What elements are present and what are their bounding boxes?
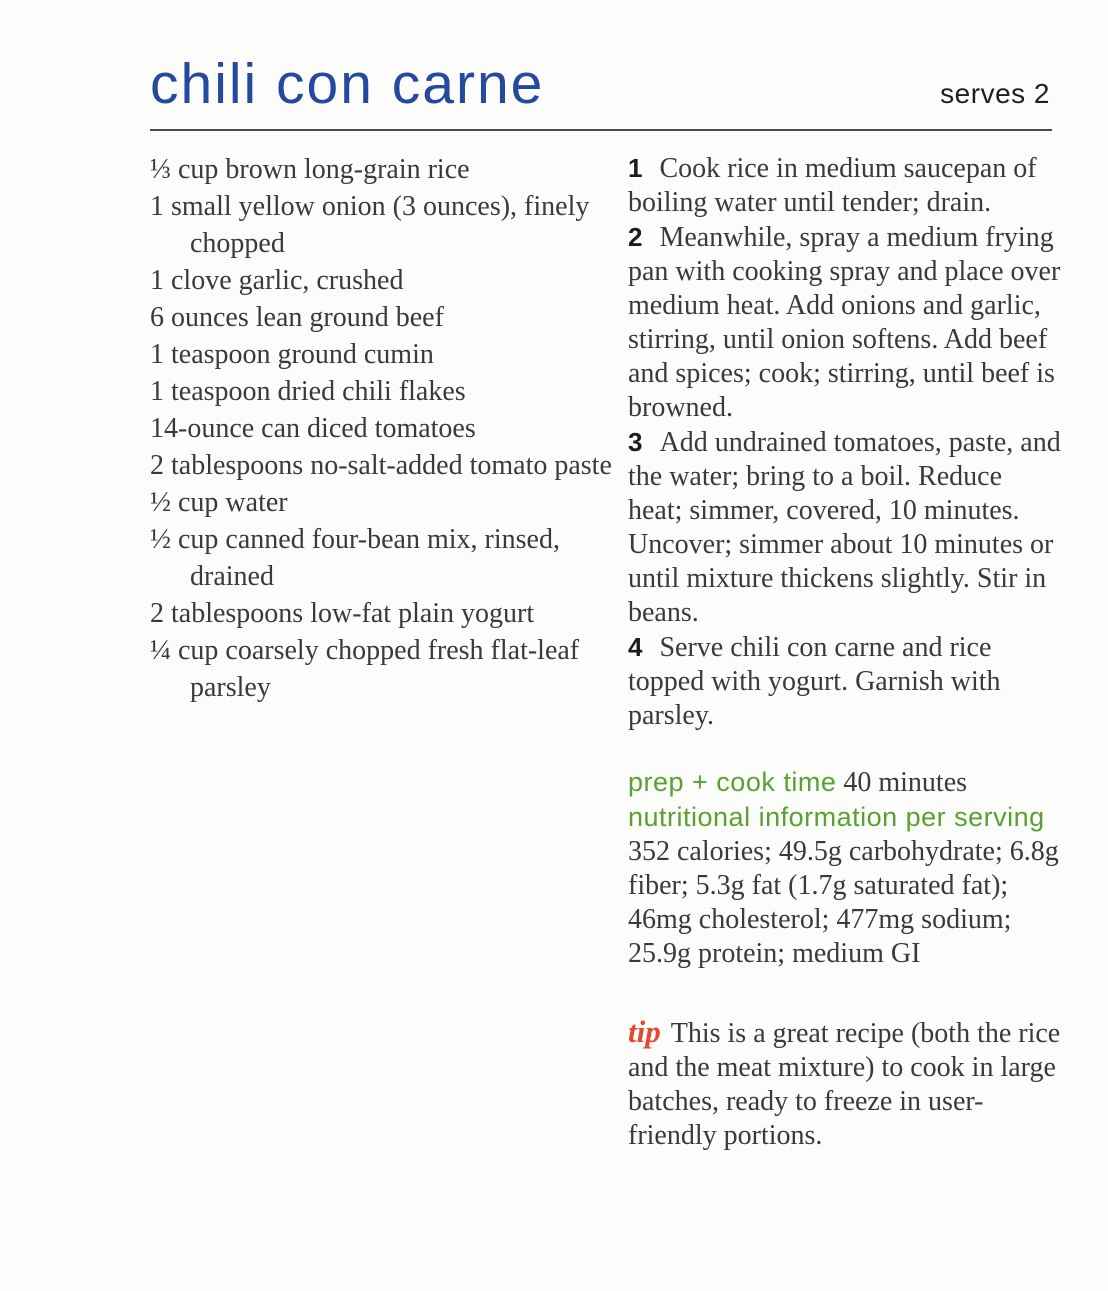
tip-block <box>628 1015 1062 1153</box>
ingredients-column <box>150 151 628 1153</box>
step-text: Meanwhile, spray a medium frying pan with cooking spray and place over medium heat. Add onions and garlic, stirring, until onion softens. Add beef and spices; cook; stirring, until beef is browned. <box>628 222 1061 423</box>
method-steps <box>628 151 1062 733</box>
ingredient-item: 1 clove garlic, crushed <box>150 265 404 296</box>
prep-time-label: prep + cook time <box>628 767 837 797</box>
tip-text: This is a great recipe (both the rice and the meat mixture) to cook in large batches, ready to freeze in user-friendly portions. <box>628 1018 1061 1151</box>
method-step <box>628 220 1062 425</box>
ingredient-item: 6 ounces lean ground beef <box>150 302 444 333</box>
ingredient-item: ½ cup water <box>150 487 288 518</box>
ingredient-item: 2 tablespoons no-salt-added tomato paste <box>150 450 612 481</box>
recipe-header <box>150 0 1050 116</box>
recipe-body <box>150 151 1108 1153</box>
step-text: Add undrained tomatoes, paste, and the water; bring to a boil. Reduce heat; simmer, covered, 10 minutes. Uncover; simmer about 10 minutes or until mixture thickens slightly. Stir in beans. <box>628 427 1061 628</box>
ingredient-item: 1 small yellow onion (3 ounces), finely chopped <box>150 191 590 259</box>
step-text: Serve chili con carne and rice topped with yogurt. Garnish with parsley. <box>628 632 1001 731</box>
tip-label: tip <box>628 1014 661 1049</box>
step-text: Cook rice in medium saucepan of boiling water until tender; drain. <box>628 153 1037 218</box>
nutrition-heading-line <box>628 800 1062 835</box>
step-number: 1 <box>628 153 643 183</box>
page-title: chili con carne <box>150 52 545 116</box>
ingredients-list <box>150 151 614 706</box>
nutrition-heading: nutritional information per serving <box>628 802 1045 832</box>
serves-label: serves 2 <box>940 78 1050 109</box>
ingredient-item: ⅓ cup brown long-grain rice <box>150 154 470 185</box>
method-step <box>628 151 1062 220</box>
method-step <box>628 630 1062 733</box>
ingredient-item: 2 tablespoons low-fat plain yogurt <box>150 598 535 629</box>
ingredient-item: 1 teaspoon ground cumin <box>150 339 434 370</box>
step-number: 3 <box>628 427 643 457</box>
ingredient-item: 14-ounce can diced tomatoes <box>150 413 476 444</box>
ingredient-item: 1 teaspoon dried chili flakes <box>150 376 466 407</box>
ingredient-item: ¼ cup coarsely chopped fresh flat-leaf parsley <box>150 635 580 703</box>
prep-time-value: 40 minutes <box>843 767 968 798</box>
method-step <box>628 425 1062 630</box>
nutrition-text: 352 calories; 49.5g carbohydrate; 6.8g fiber; 5.3g fat (1.7g saturated fat); 46mg cholesterol; 477mg sodium; 25.9g protein; medium GI <box>628 836 1059 969</box>
header-divider <box>150 129 1052 131</box>
ingredient-item: ½ cup canned four-bean mix, rinsed, drained <box>150 524 560 592</box>
step-number: 4 <box>628 632 643 662</box>
method-column <box>628 151 1062 1153</box>
prep-time-line <box>628 765 1062 800</box>
recipe-info <box>628 765 1062 971</box>
step-number: 2 <box>628 222 643 252</box>
